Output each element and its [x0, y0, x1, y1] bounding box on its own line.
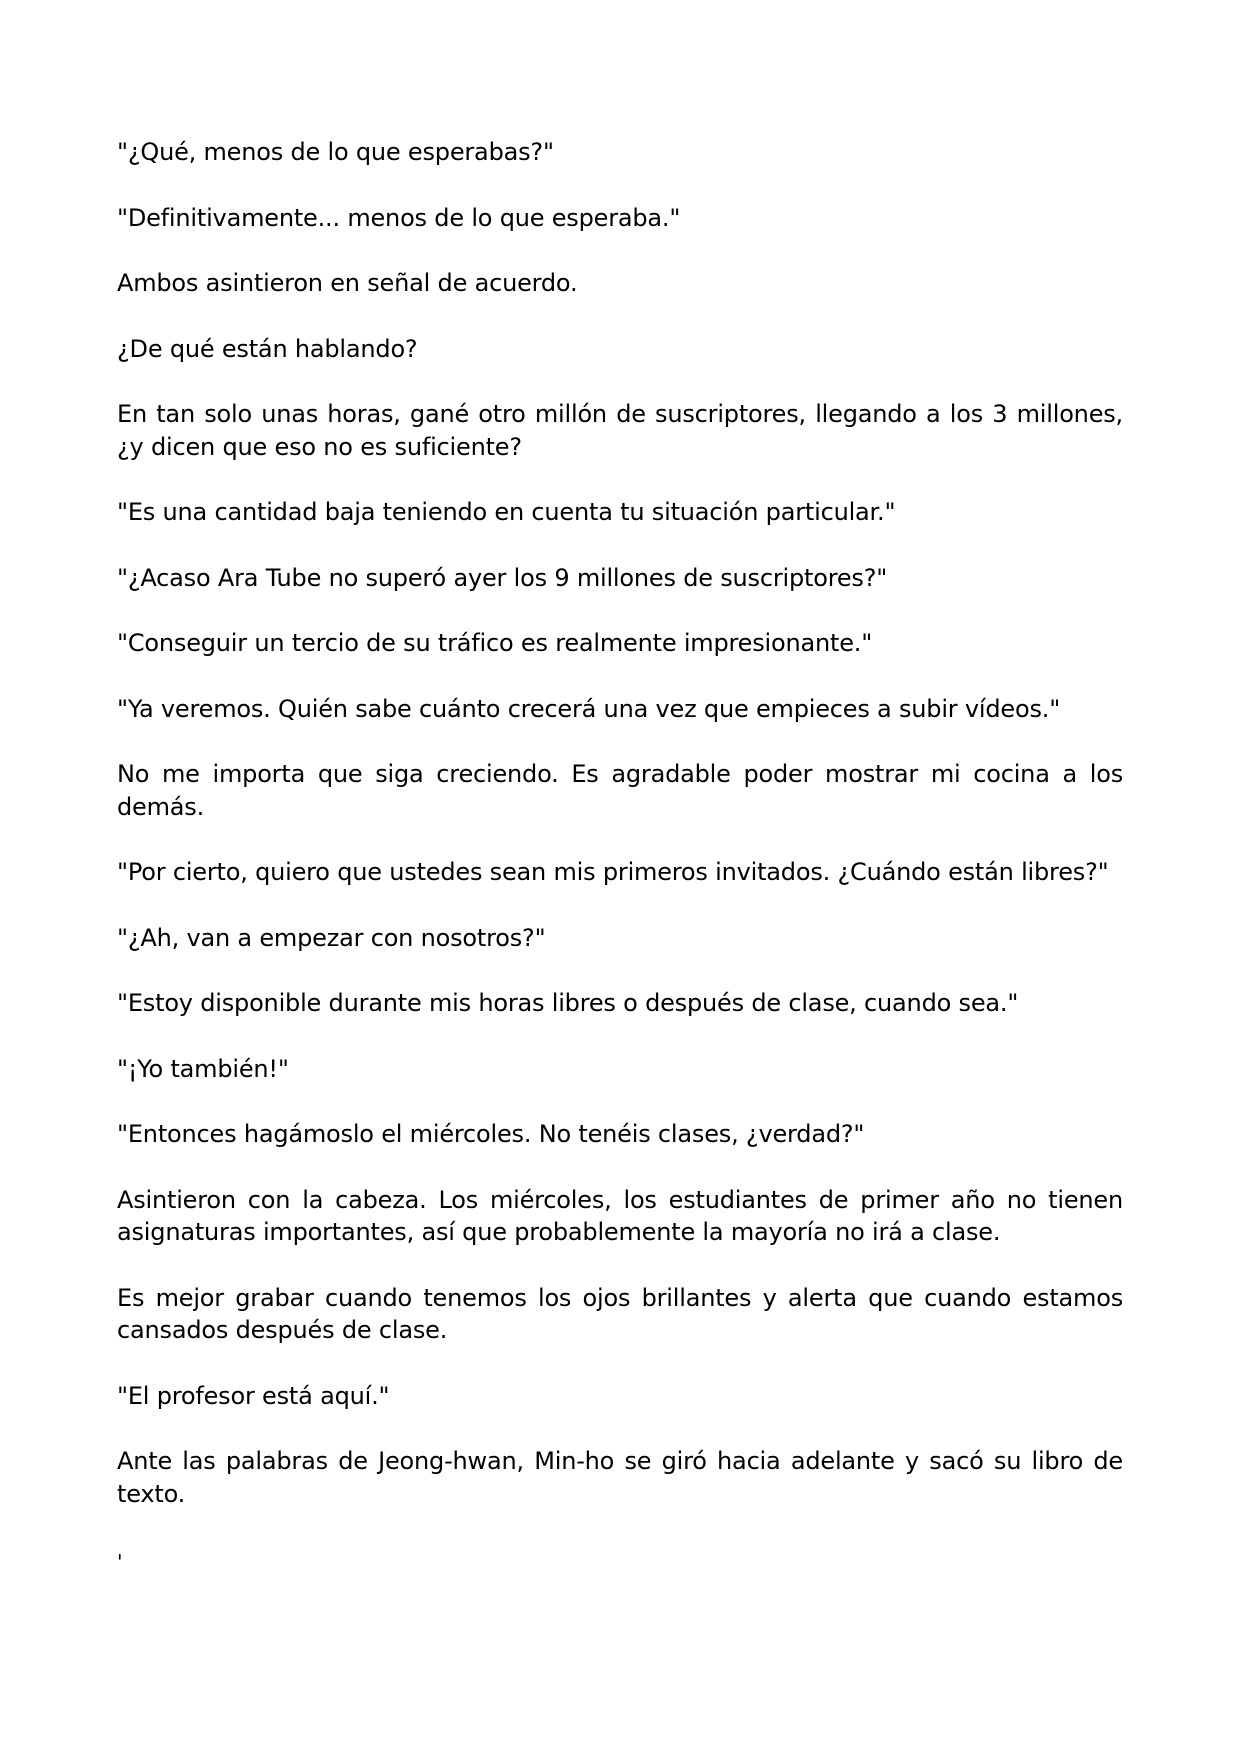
paragraph: "El profesor está aquí." — [117, 1381, 390, 1410]
paragraph: Ambos asintieron en señal de acuerdo. — [117, 269, 578, 297]
paragraph: "Conseguir un tercio de su tráfico es realmente impresionante." — [117, 629, 873, 657]
paragraph: Es mejor grabar cuando tenemos los ojos brillantes y alerta que cuando estamos cansados después de clase. — [117, 1283, 1123, 1344]
paragraph: "¿Qué, menos de lo que esperabas?" — [117, 138, 554, 166]
body-text — [117, 136, 1123, 1543]
paragraph: "Por cierto, quiero que ustedes sean mis primeros invitados. ¿Cuándo están libres?" — [117, 858, 1109, 886]
paragraph: "¿Ah, van a empezar con nosotros?" — [117, 923, 546, 952]
paragraph: "¡Yo también!" — [117, 1054, 289, 1083]
paragraph: En tan solo unas horas, gané otro millón de suscriptores, llegando a los 3 millones, ¿y dicen que eso no es suficiente? — [117, 400, 1123, 461]
paragraph: Ante las palabras de Jeong-hwan, Min-ho se giró hacia adelante y sacó su libro de texto. — [117, 1447, 1123, 1508]
paragraph: Asintieron con la cabeza. Los miércoles, los estudiantes de primer año no tienen asignaturas importantes, así que probablemente la mayoría no irá a clase. — [117, 1185, 1123, 1246]
paragraph: No me importa que siga creciendo. Es agradable poder mostrar mi cocina a los demás. — [117, 760, 1123, 821]
paragraph: ¿De qué están hablando? — [117, 334, 418, 363]
paragraph: "Definitivamente... menos de lo que esperaba." — [117, 203, 681, 232]
paragraph: "Entonces hagámoslo el miércoles. No tenéis clases, ¿verdad?" — [117, 1120, 865, 1148]
paragraph: "Estoy disponible durante mis horas libres o después de clase, cuando sea." — [117, 989, 1019, 1017]
paragraph: "Ya veremos. Quién sabe cuánto crecerá una vez que empieces a subir vídeos." — [117, 694, 1061, 723]
trailing-mark: ' — [117, 1550, 123, 1574]
paragraph: "¿Acaso Ara Tube no superó ayer los 9 millones de suscriptores?" — [117, 563, 888, 592]
paragraph: "Es una cantidad baja teniendo en cuenta tu situación particular." — [117, 498, 896, 526]
